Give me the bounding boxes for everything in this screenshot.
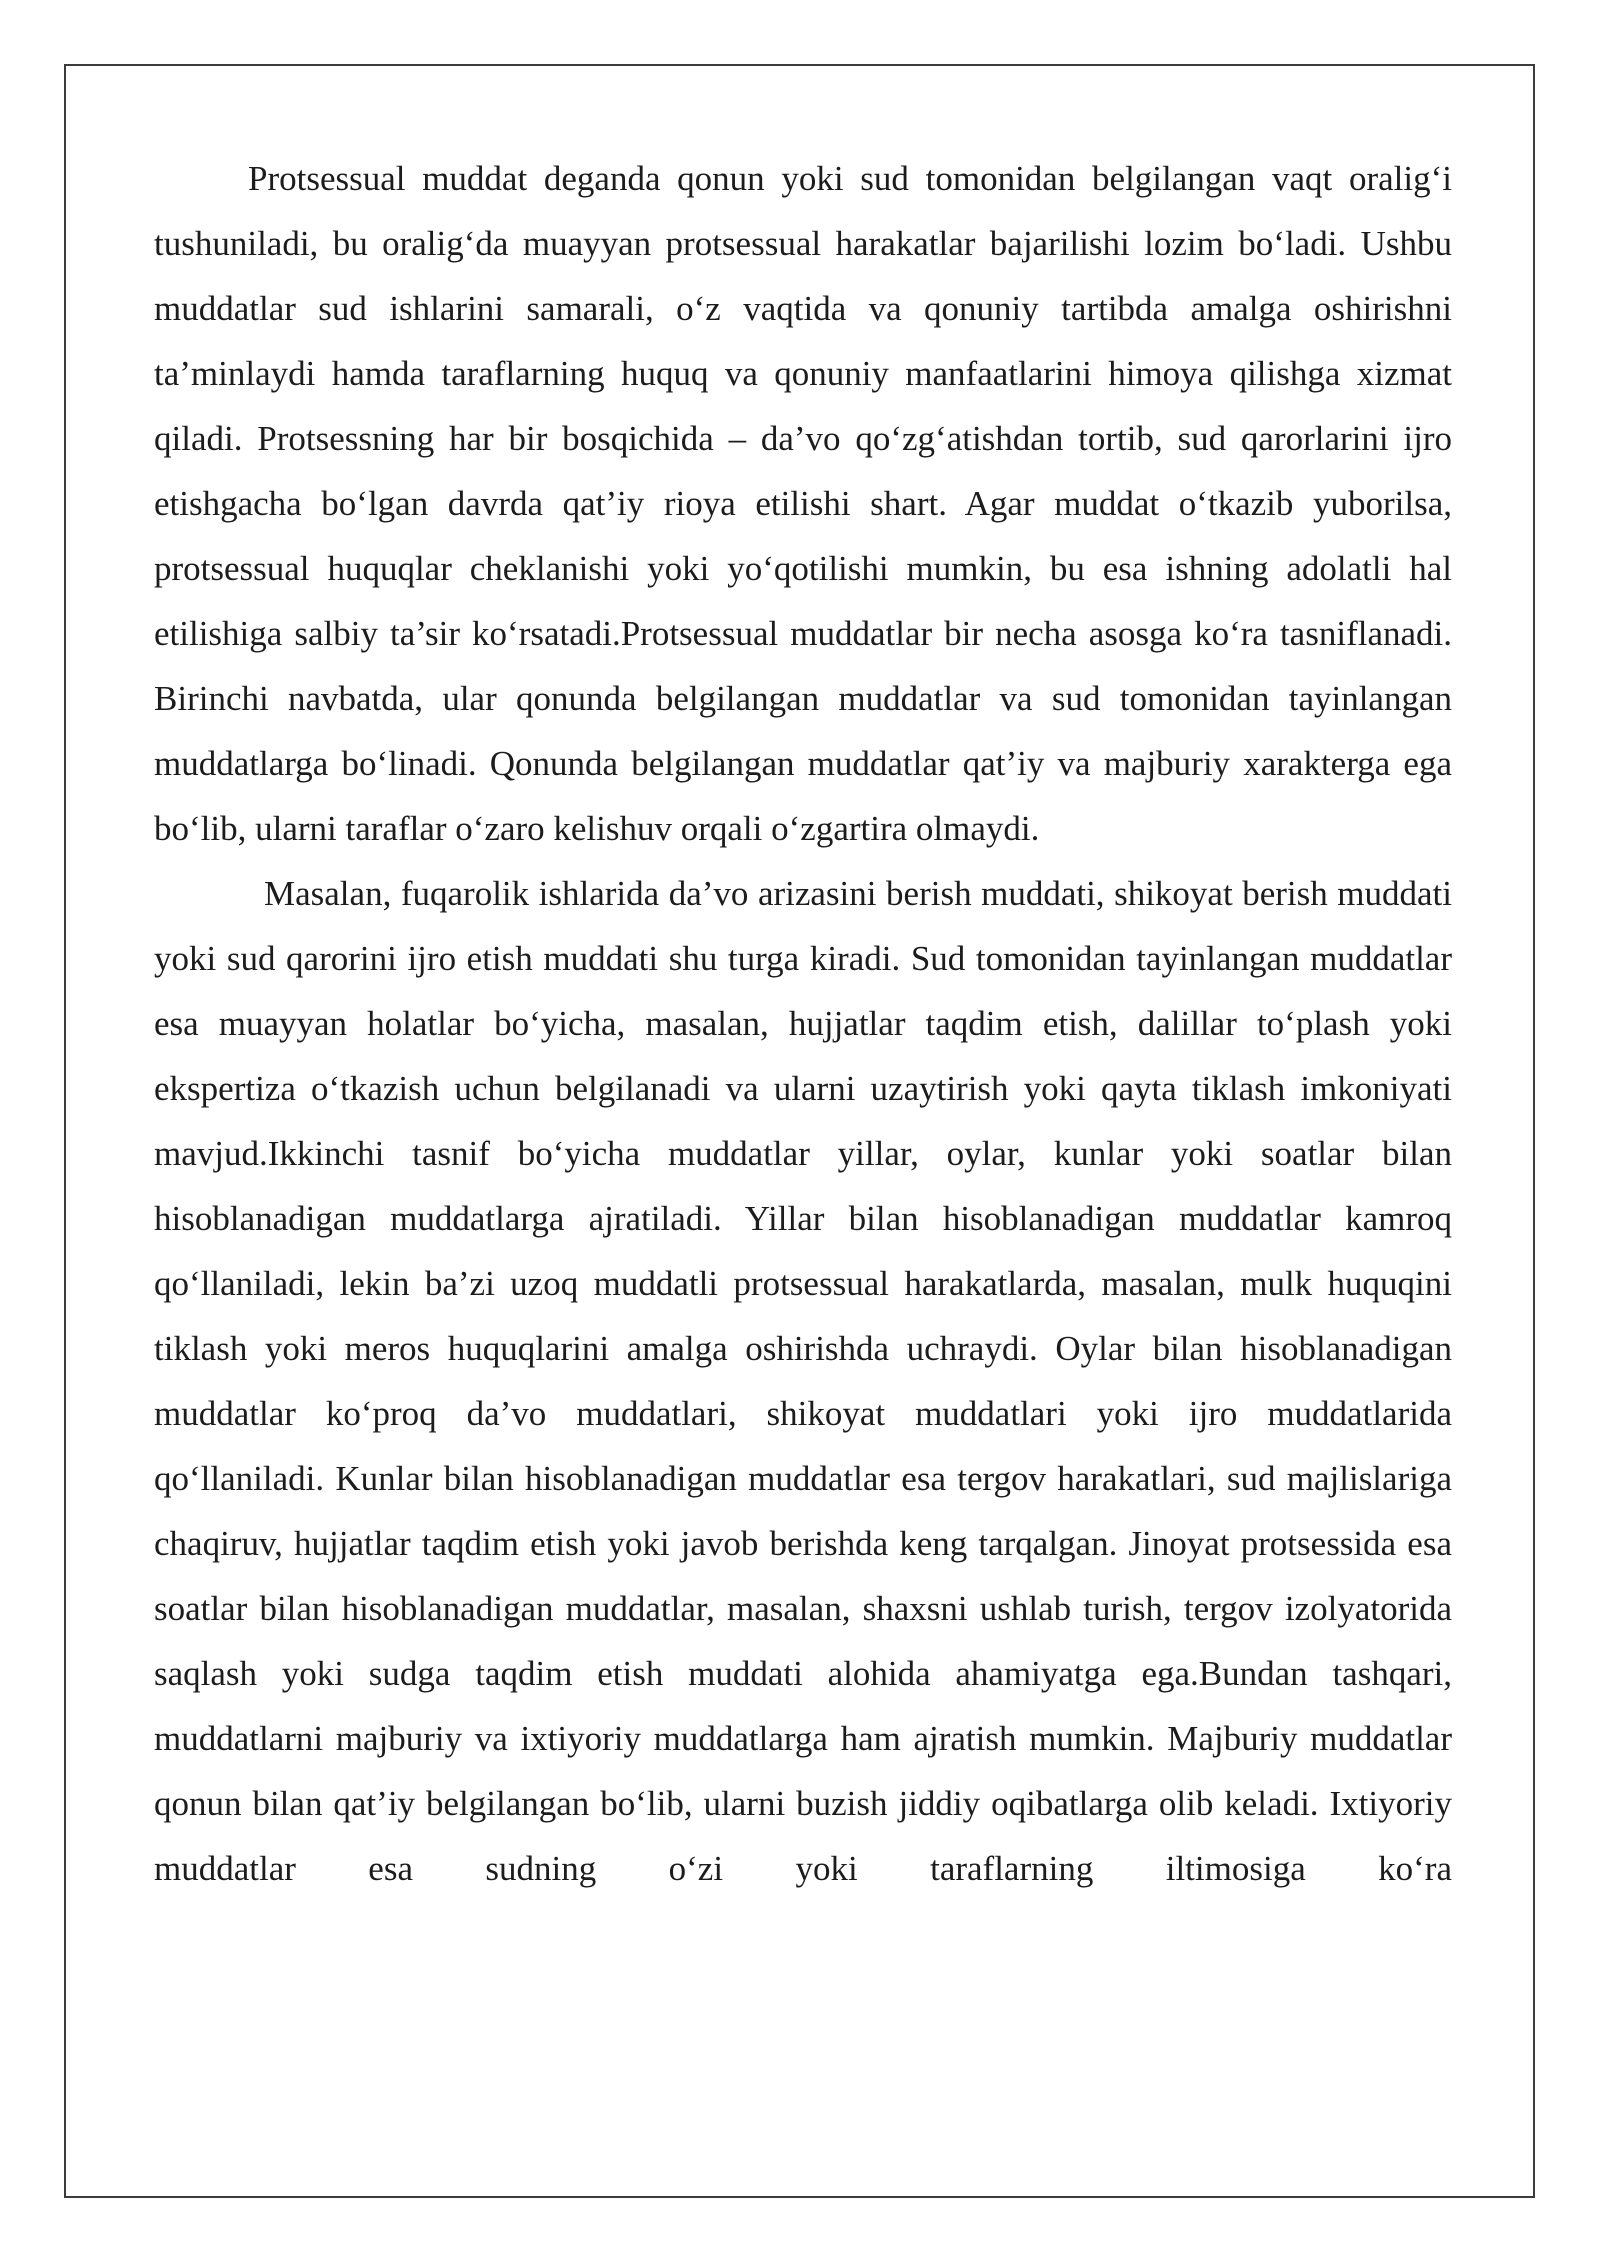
paragraph-2: Masalan, fuqarolik ishlarida da’vo arizasini berish muddati, shikoyat berish muddati yoki sud qarorini ijro etish muddati shu turga kiradi. Sud tomonidan tayinlangan muddatlar esa muayyan holatlar bo‘yicha, masalan, hujjatlar taqdim etish, dalillar to‘plash yoki ekspertiza o‘tkazish uchun belgilanadi va ularni uzaytirish yoki qayta tiklash imkoniyati mavjud.Ikkinchi tasnif bo‘yicha muddatlar yillar, oylar, kunlar yoki soatlar bilan hisoblanadigan muddatlarga ajratiladi. Yillar bilan hisoblanadigan muddatlar kamroq qo‘llaniladi, lekin ba’zi uzoq muddatli protsessual harakatlarda, masalan, mulk huquqini tiklash yoki meros huquqlarini amalga oshirishda uchraydi. Oylar bilan hisoblanadigan muddatlar ko‘proq da’vo muddatlari, shikoyat muddatlari yoki ijro muddatlarida qo‘llaniladi. Kunlar bilan hisoblanadigan muddatlar esa tergov harakatlari, sud majlislariga chaqiruv, hujjatlar taqdim etish yoki javob berishda keng tarqalgan. Jinoyat protsessida esa soatlar bilan hisoblanadigan muddatlar, masalan, shaxsni ushlab turish, tergov izolyatorida saqlash yoki sudga taqdim etish muddati alohida ahamiyatga ega.Bundan tashqari, muddatlarni majburiy va ixtiyoriy muddatlarga ham ajratish mumkin. Majburiy muddatlar qonun bilan qat’iy belgilangan bo‘lib, ularni buzish jiddiy oqibatlarga olib keladi. Ixtiyoriy muddatlar esa sudning o‘zi yoki taraflarning iltimosiga ko‘ra: [154, 874, 1452, 1888]
document-body: [154, 146, 1452, 1901]
paragraph-1: Protsessual muddat deganda qonun yoki sud tomonidan belgilangan vaqt oralig‘i tushuniladi, bu oralig‘da muayyan protsessual harakatlar bajarilishi lozim bo‘ladi. Ushbu muddatlar sud ishlarini samarali, o‘z vaqtida va qonuniy tartibda amalga oshirishni ta’minlaydi hamda taraflarning huquq va qonuniy manfaatlarini himoya qilishga xizmat qiladi. Protsessning har bir bosqichida – da’vo qo‘zg‘atishdan tortib, sud qarorlarini ijro etishgacha bo‘lgan davrda qat’iy rioya etilishi shart. Agar muddat o‘tkazib yuborilsa, protsessual huquqlar cheklanishi yoki yo‘qotilishi mumkin, bu esa ishning adolatli hal etilishiga salbiy ta’sir ko‘rsatadi.Protsessual muddatlar bir necha asosga ko‘ra tasniflanadi. Birinchi navbatda, ular qonunda belgilangan muddatlar va sud tomonidan tayinlangan muddatlarga bo‘linadi. Qonunda belgilangan muddatlar qat’iy va majburiy xarakterga ega bo‘lib, ularni taraflar o‘zaro kelishuv orqali o‘zgartira olmaydi.: [154, 159, 1452, 848]
